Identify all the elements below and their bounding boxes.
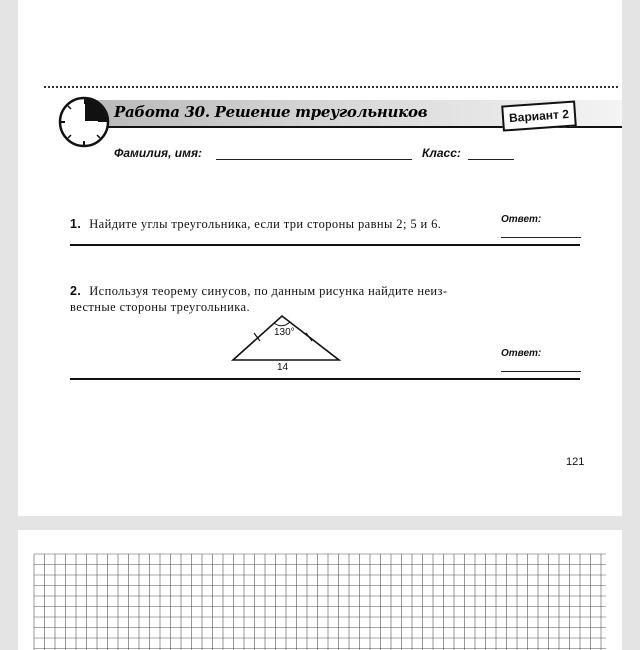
answer-line-2[interactable] bbox=[501, 371, 581, 372]
task-1 bbox=[70, 216, 441, 232]
section-divider bbox=[70, 244, 580, 246]
base-label: 14 bbox=[277, 362, 289, 373]
graph-paper-grid bbox=[18, 530, 622, 650]
work-title: Работа 30. Решение треугольников bbox=[114, 103, 428, 121]
variant-badge: Вариант 2 bbox=[501, 100, 577, 131]
answer-label: Ответ: bbox=[501, 348, 542, 359]
angle-label: 130° bbox=[274, 327, 295, 338]
name-label: Фамилия, имя: bbox=[114, 146, 203, 160]
task-text: Найдите углы треугольника, если три стороны равны 2; 5 и 6. bbox=[89, 217, 442, 231]
name-field-line[interactable] bbox=[216, 159, 412, 160]
worksheet-page bbox=[18, 0, 622, 516]
task-number: 2. bbox=[70, 284, 82, 298]
clock-icon bbox=[58, 96, 110, 148]
task-2 bbox=[70, 283, 447, 315]
answer-label: Ответ: bbox=[501, 214, 542, 225]
answer-line-1[interactable] bbox=[501, 237, 581, 238]
class-label: Класс: bbox=[422, 146, 461, 160]
class-field-line[interactable] bbox=[468, 159, 514, 160]
task-text-line2: вестные стороны треугольника. bbox=[70, 300, 250, 314]
page-number: 121 bbox=[566, 456, 585, 468]
task-number: 1. bbox=[70, 217, 82, 231]
grid-page bbox=[18, 530, 622, 650]
section-divider bbox=[70, 378, 580, 380]
task-text-line1: Используя теорему синусов, по данным рисунка найдите неиз- bbox=[89, 284, 448, 298]
cut-line bbox=[44, 86, 618, 88]
